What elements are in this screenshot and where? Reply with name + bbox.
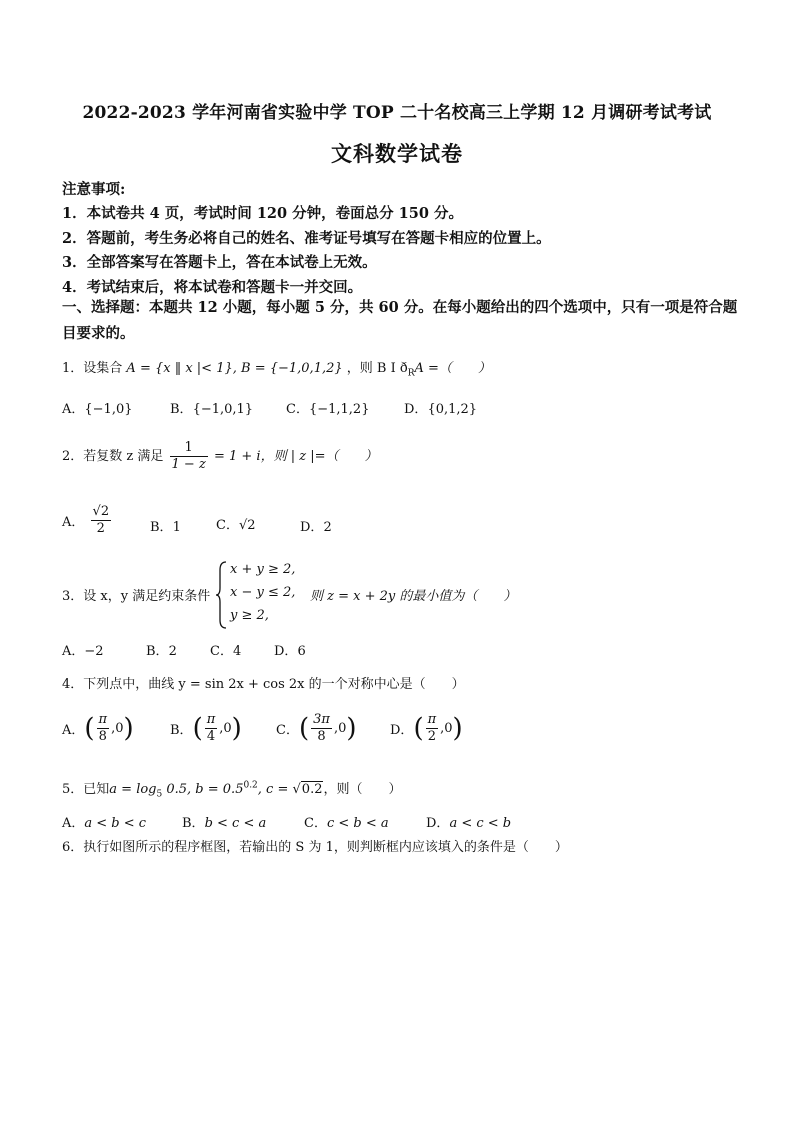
question-4-option-a: A．( $\frac{\pi}{8}$ ,0) xyxy=(62,712,134,744)
question-1-option-a: A．{−1,0} xyxy=(62,402,133,417)
question-5: 5．已知$a = \log_5 0.5$, $b = 0.5^{0.2}$, c = √0.2，则（ ） xyxy=(62,780,402,800)
question-3-option-a: A．−2 xyxy=(62,644,104,659)
question-5-option-a: A．a < b < c xyxy=(62,816,147,831)
question-6: 6．执行如图所示的程序框图，若输出的 S 为 1，则判断框内应该填入的条件是（ ） xyxy=(62,840,568,855)
question-3-option-d: D．6 xyxy=(274,644,306,659)
question-1-tail2: A =（ ） xyxy=(414,361,491,376)
notice-item-3: 3．全部答案写在答题卡上，答在本试卷上无效。 xyxy=(62,254,377,271)
question-2-option-c: C．√2 xyxy=(216,518,256,533)
question-2-option-a: A． $\frac{√2}{2}$ xyxy=(62,504,110,536)
question-3-prefix: 3．设 x，y 满足约束条件 xyxy=(62,589,211,604)
exam-subtitle: 文科数学试卷 xyxy=(331,141,463,166)
section-heading: 一、选择题：本题共 12 小题，每小题 5 分，共 60 分。在每小题给出的四个选项中，只有一项是符合题目要求的。 xyxy=(62,299,738,342)
question-1-sets: A = {x ‖ x |< 1}, B = {−1,0,1,2} xyxy=(126,361,343,376)
question-1-prefix: 1．设集合 xyxy=(62,361,123,376)
question-1-option-c: C．{−1,1,2} xyxy=(286,402,370,417)
question-1 xyxy=(62,357,491,379)
question-2-option-d: D．2 xyxy=(300,520,332,535)
question-3-line-3: y ≥ 2, xyxy=(230,608,269,623)
question-1-option-d: D．{0,1,2} xyxy=(404,402,478,417)
notice-item-4: 4．考试结束后，将本试卷和答题卡一并交回。 xyxy=(62,279,363,296)
question-2-option-b: B．1 xyxy=(150,520,181,535)
notice-item-1: 1．本试卷共 4 页，考试时间 120 分钟，卷面总分 150 分。 xyxy=(62,205,463,222)
question-2-fraction: $\frac{1}{1 - z}$ xyxy=(171,440,206,472)
question-4-option-d: D．( $\frac{\pi}{2}$ ,0) xyxy=(390,712,463,744)
question-3-question: 则 z = x + 2y 的最小值为（ ） xyxy=(310,589,517,604)
question-5-option-c: C．c < b < a xyxy=(304,816,389,831)
question-4: 4．下列点中，曲线 y = sin 2x + cos 2x 的一个对称中心是（ ） xyxy=(62,677,465,692)
question-5-option-b: B．b < c < a xyxy=(182,816,267,831)
question-3-option-b: B．2 xyxy=(146,644,177,659)
notice-item-2: 2．答题前，考生务必将自己的姓名、准考证号填写在答题卡相应的位置上。 xyxy=(62,230,551,247)
question-4-option-b: B．( $\frac{\pi}{4}$ ,0) xyxy=(170,712,242,744)
notice-heading: 注意事项: xyxy=(62,181,126,198)
question-2 xyxy=(62,440,377,473)
question-1-option-b: B．{−1,0,1} xyxy=(170,402,254,417)
question-4-option-c: C．( $\frac{3\pi}{8}$ ,0) xyxy=(276,712,357,744)
question-1-tail: ，则 B I ð xyxy=(346,361,408,376)
question-3-brace xyxy=(216,560,228,630)
question-2-prefix: 2．若复数 z 满足 xyxy=(62,449,164,464)
question-2-equation: = 1 + i，则 | z |=（ ） xyxy=(213,449,378,464)
exam-title: 2022-2023 学年河南省实验中学 TOP 二十名校高三上学期 12 月调研考试考试 xyxy=(82,103,712,123)
question-5-option-d: D．a < c < b xyxy=(426,816,512,831)
question-3-line-1: x + y ≥ 2, xyxy=(230,562,296,577)
question-3-option-c: C．4 xyxy=(210,644,242,659)
question-3-line-2: x − y ≤ 2, xyxy=(230,585,296,600)
question-1-sub: R xyxy=(407,368,415,379)
